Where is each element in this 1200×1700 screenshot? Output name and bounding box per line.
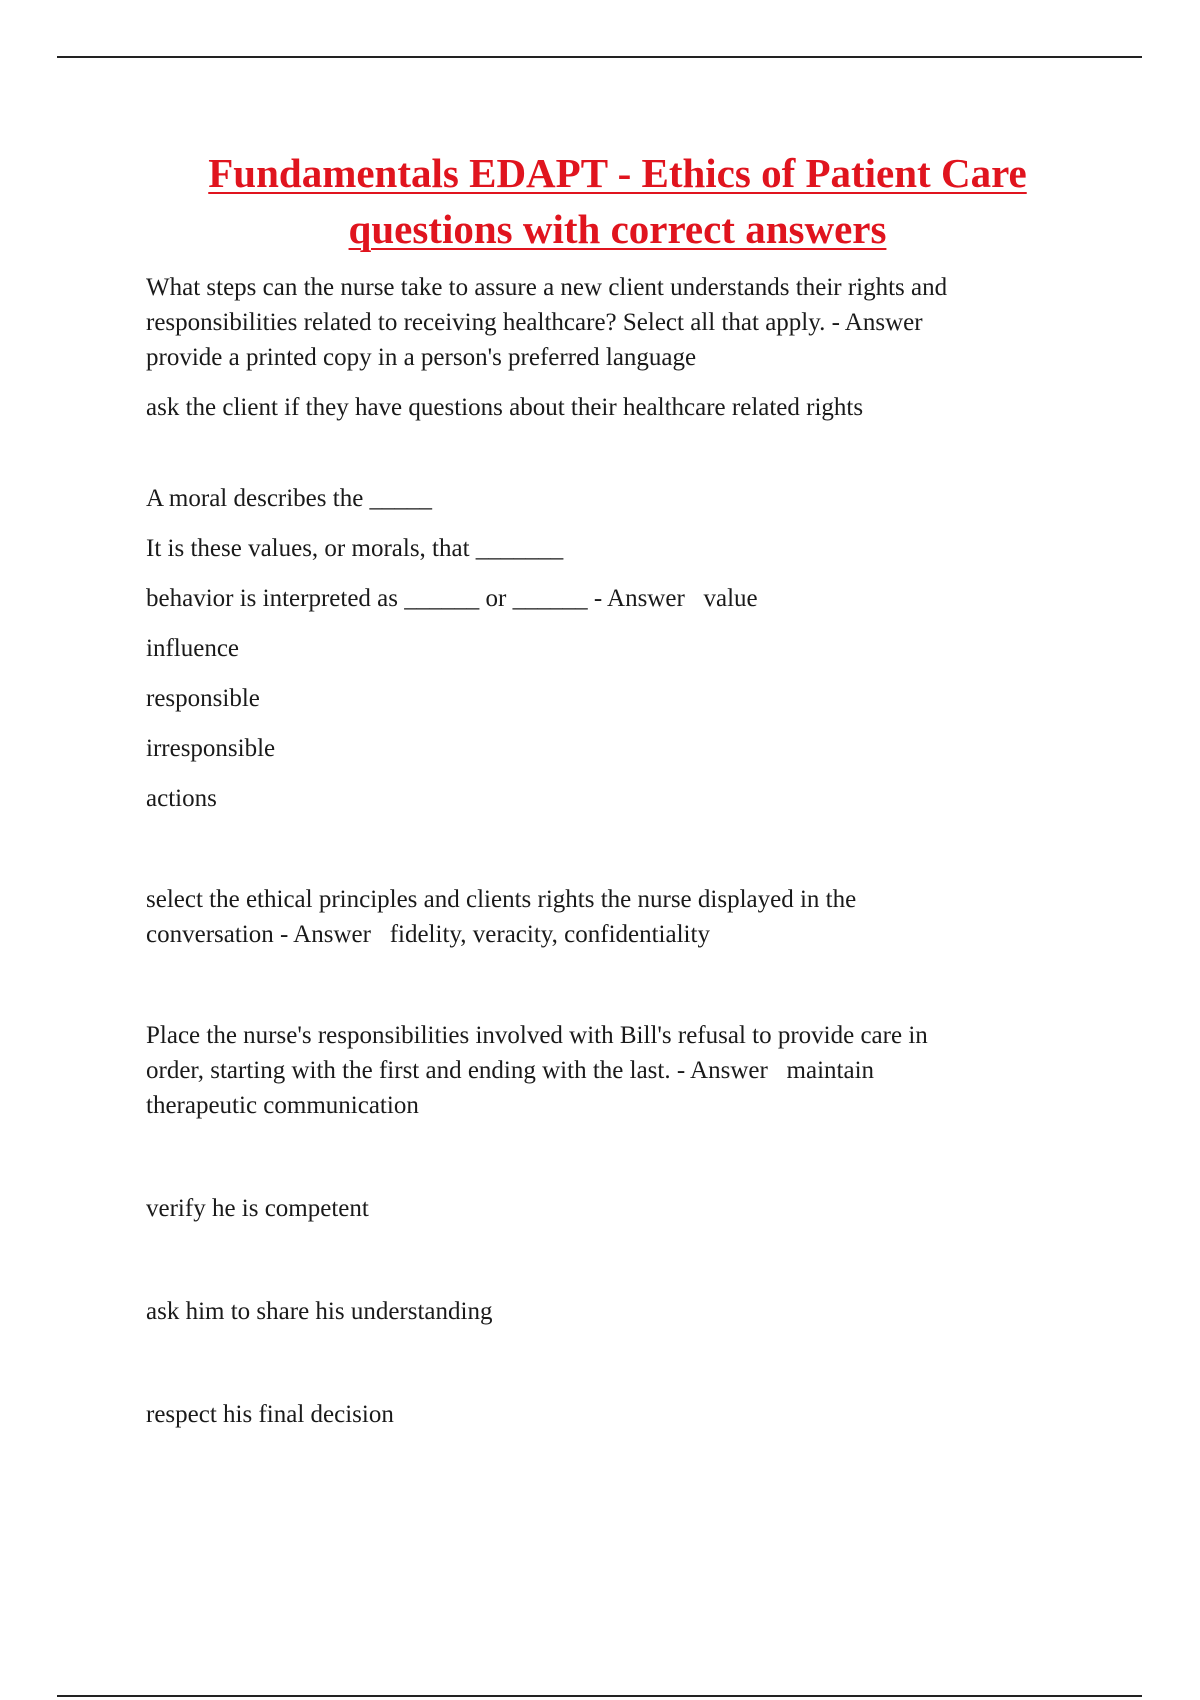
question-2-line-3: behavior is interpreted as ______ or ______ - Answer value <box>146 585 758 612</box>
answer-2-item-responsible: responsible <box>146 685 260 712</box>
top-rule <box>57 56 1142 58</box>
question-1-line-2: responsibilities related to receiving healthcare? Select all that apply. - Answer <box>146 309 923 336</box>
title-line-2: questions with correct answers <box>348 206 887 252</box>
question-4-line-1: Place the nurse's responsibilities involved with Bill's refusal to provide care in <box>146 1022 928 1049</box>
question-1-line-1: What steps can the nurse take to assure a new client understands their rights and <box>146 274 948 301</box>
answer-4-step-4: respect his final decision <box>146 1401 394 1428</box>
question-2-line-1: A moral describes the _____ <box>146 485 433 512</box>
question-4-line-2: order, starting with the first and ending with the last. - Answer maintain <box>146 1057 875 1084</box>
answer-1-line-1: provide a printed copy in a person's preferred language <box>146 344 697 371</box>
question-2-line-2: It is these values, or morals, that _______ <box>146 535 564 562</box>
answer-4-step-2: verify he is competent <box>146 1195 369 1222</box>
answer-2-item-influence: influence <box>146 635 240 662</box>
answer-2-item-actions: actions <box>146 785 217 812</box>
answer-4-step-3: ask him to share his understanding <box>146 1298 493 1325</box>
answer-1-line-2: ask the client if they have questions about their healthcare related rights <box>146 394 864 421</box>
bottom-rule <box>57 1695 1142 1697</box>
answer-4-step-1: therapeutic communication <box>146 1092 419 1119</box>
title-line-1: Fundamentals EDAPT - Ethics of Patient Care <box>208 150 1027 196</box>
question-3-line-2: conversation - Answer fidelity, veracity, confidentiality <box>146 921 710 948</box>
question-3-line-1: select the ethical principles and clients rights the nurse displayed in the <box>146 886 857 913</box>
document-title <box>100 145 1135 257</box>
answer-2-item-irresponsible: irresponsible <box>146 735 276 762</box>
document-body <box>146 270 1076 1432</box>
